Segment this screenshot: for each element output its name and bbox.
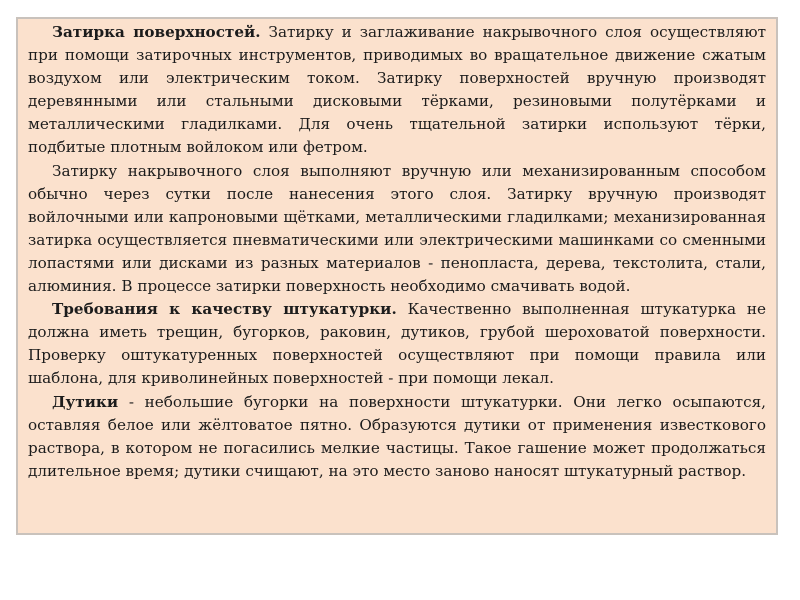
paragraph-body: - небольшие бугорки на поверхности штукатурки. Они легко осыпаются, оставляя белое или жёлтоватое пятно. Образуются дутики от применения известкового раствора, в котором не погасились мелкие частицы. Такое гашение может продолжаться длительное время; дутики счищают, на это место заново наносят штукатурный раствор.	[28, 392, 766, 480]
paragraph-heading: Требования к качеству штукатурки.	[52, 300, 397, 319]
paragraph-body: Затирку накрывочного слоя выполняют вручную или механизированным способом обычно через сутки после нанесения этого слоя. Затирку вручную производят войлочными или капроновыми щётками, металлическими гладилками; механизированная затирка осуществляется пневматическими или электрическими машинками со сменными лопастями или дисками из разных материалов - пенопласта, дерева, текстолита, стали, алюминия. В процессе затирки поверхность необходимо смачивать водой.	[28, 161, 766, 296]
paragraph-body: Качественно выполненная штукатурка не должна иметь трещин, бугорков, раковин, дутиков, грубой шероховатой поверхности. Проверку оштукатуренных поверхностей осуществляют при помощи правила или шаблона, для криволинейных поверхностей - при помощи лекал.	[28, 300, 766, 388]
paragraph-heading: Дутики	[52, 392, 119, 411]
paragraph-surface-finishing	[28, 21, 766, 160]
text-box	[16, 17, 778, 535]
paragraph-quality-requirements	[28, 298, 766, 390]
paragraph-blisters	[28, 391, 766, 483]
paragraph-finishing-methods	[28, 160, 766, 299]
paragraph-body: Затирку и заглаживание накрывочного слоя осуществляют при помощи затирочных инструментов, приводимых во вращательное движение сжатым воздухом или электрическим током. Затирку поверхностей вручную производят деревянными или стальными дисковыми тёрками, резиновыми полутёрками и металлическими гладилками. Для очень тщательной затирки используют тёрки, подбитые плотным войлоком или фетром.	[28, 23, 766, 157]
paragraph-heading: Затирка поверхностей.	[52, 23, 261, 41]
